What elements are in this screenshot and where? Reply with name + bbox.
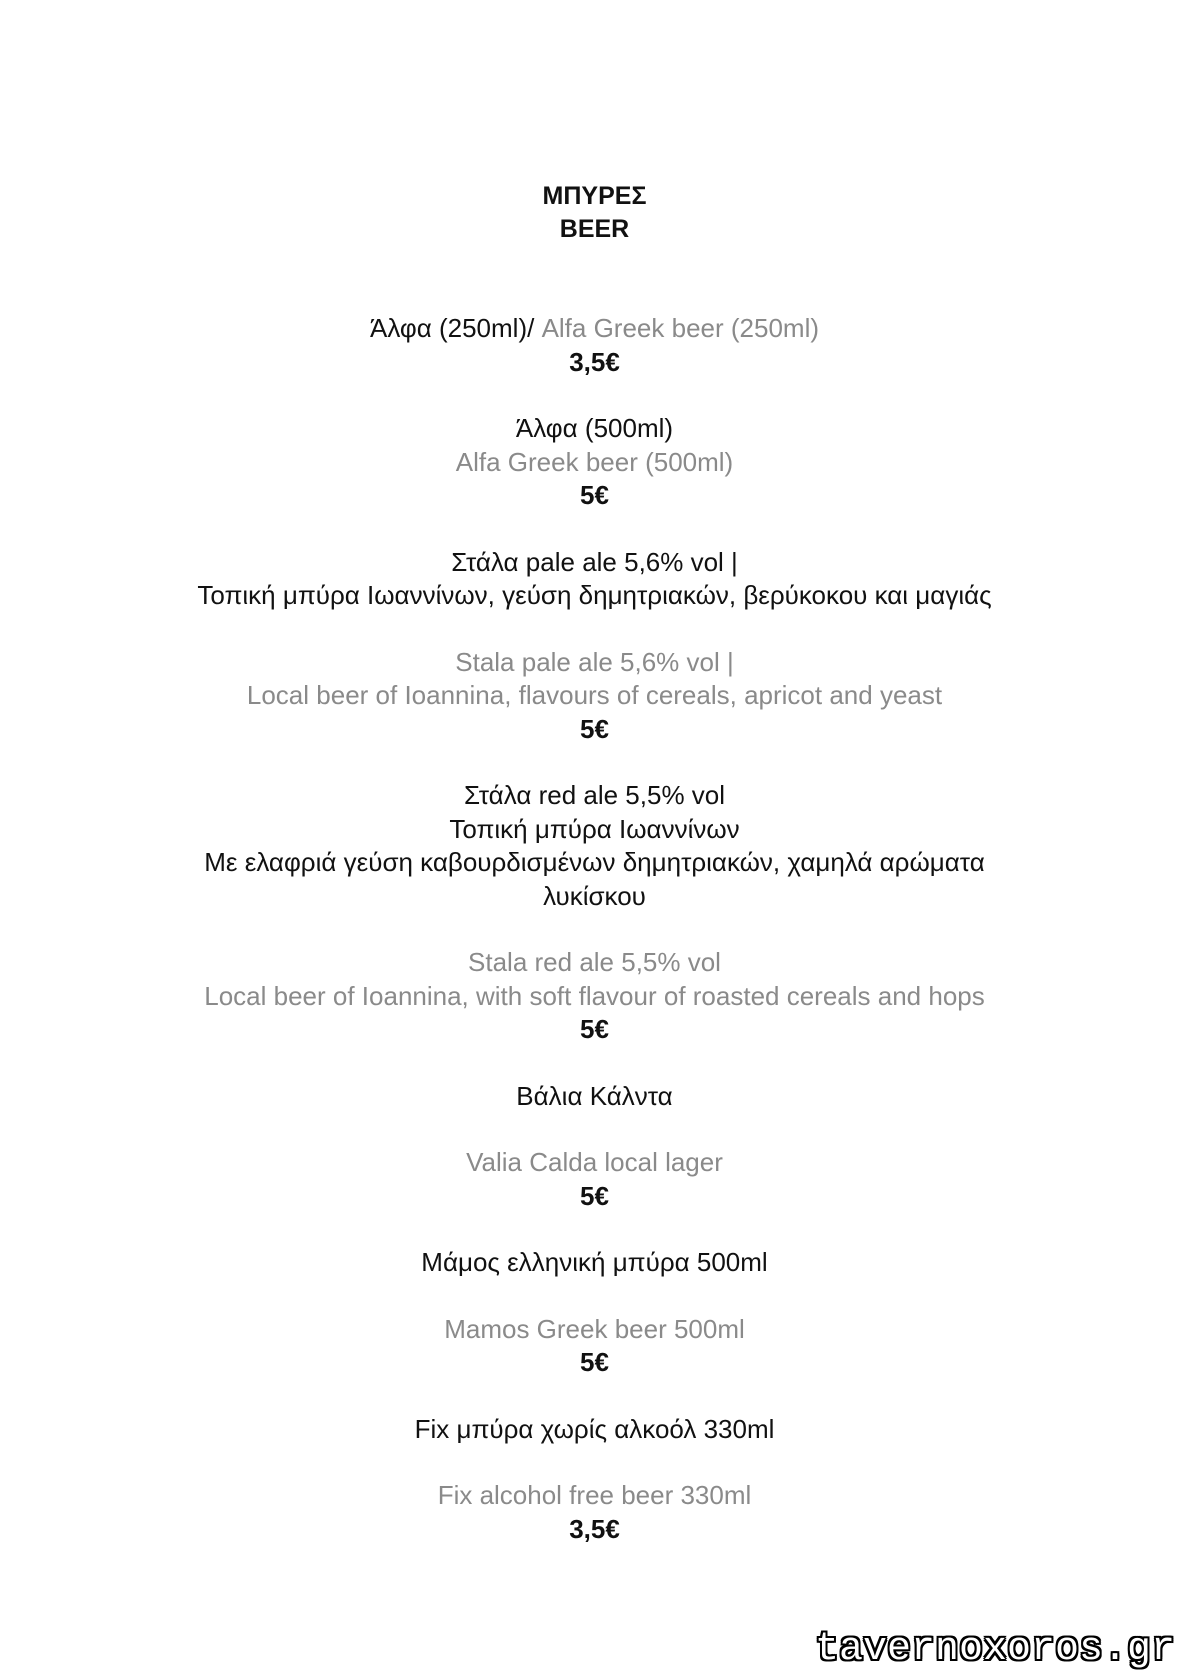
menu-title bbox=[0, 180, 1189, 246]
item-name-greek: Στάλα red ale 5,5% vol bbox=[463, 780, 726, 810]
item-price: 5€ bbox=[580, 480, 609, 510]
item-description-greek: Τοπική μπύρα Ιωαννίνων bbox=[449, 813, 740, 844]
watermark: tavernoxoros.gr bbox=[814, 1627, 1175, 1672]
item-name-english: Alfa Greek beer (250ml) bbox=[541, 313, 820, 343]
item-name-greek: Στάλα pale ale 5,6% vol | bbox=[451, 546, 738, 577]
menu-title-greek: ΜΠΥΡΕΣ bbox=[542, 182, 647, 210]
item-name-greek: Μάμος ελληνική μπύρα 500ml bbox=[421, 1247, 768, 1277]
item-name-english: Stala pale ale 5,6% vol | bbox=[455, 646, 734, 677]
item-name-row bbox=[0, 312, 1189, 346]
item-name-english: Stala red ale 5,5% vol bbox=[468, 947, 721, 977]
menu-item-alfa-250 bbox=[0, 312, 1189, 379]
item-price: 3,5€ bbox=[569, 1513, 620, 1544]
item-description-greek: Με ελαφριά γεύση καβουρδισμένων δημητριακών, χαμηλά αρώματα bbox=[204, 847, 985, 877]
item-name-english: Mamos Greek beer 500ml bbox=[444, 1313, 745, 1344]
item-description-greek: Τοπική μπύρα Ιωαννίνων, γεύση δημητριακών, βερύκοκου και μαγιάς bbox=[197, 580, 992, 610]
item-price: 3,5€ bbox=[569, 346, 620, 377]
item-name-greek: Βάλια Κάλντα bbox=[516, 1080, 673, 1111]
item-description-english: Local beer of Ioannina, with soft flavour of roasted cereals and hops bbox=[204, 980, 985, 1011]
item-name-greek: Άλφα (250ml)/ bbox=[369, 313, 535, 343]
item-price: 5€ bbox=[580, 713, 609, 744]
menu-item-stala-red-ale bbox=[0, 779, 1189, 1047]
menu-item-stala-pale-ale bbox=[0, 546, 1189, 747]
item-price: 5€ bbox=[580, 1180, 609, 1211]
menu-item-alfa-500 bbox=[0, 412, 1189, 513]
item-name-greek: Fix μπύρα χωρίς αλκοόλ 330ml bbox=[414, 1413, 775, 1444]
item-price: 5€ bbox=[580, 1014, 609, 1044]
item-price: 5€ bbox=[580, 1347, 609, 1377]
menu-item-valia-calda bbox=[0, 1080, 1189, 1214]
beer-menu bbox=[0, 180, 1189, 1546]
menu-item-mamos bbox=[0, 1246, 1189, 1380]
menu-title-english: BEER bbox=[559, 215, 630, 243]
menu-item-fix-alcohol-free bbox=[0, 1413, 1189, 1547]
item-name-greek: Άλφα (500ml) bbox=[515, 413, 674, 443]
item-name-english: Alfa Greek beer (500ml) bbox=[455, 446, 734, 477]
item-name-english: Valia Calda local lager bbox=[466, 1147, 723, 1177]
item-description-greek: λυκίσκου bbox=[543, 880, 646, 911]
item-name-english: Fix alcohol free beer 330ml bbox=[437, 1480, 752, 1510]
item-description-english: Local beer of Ioannina, flavours of cereals, apricot and yeast bbox=[246, 680, 943, 710]
